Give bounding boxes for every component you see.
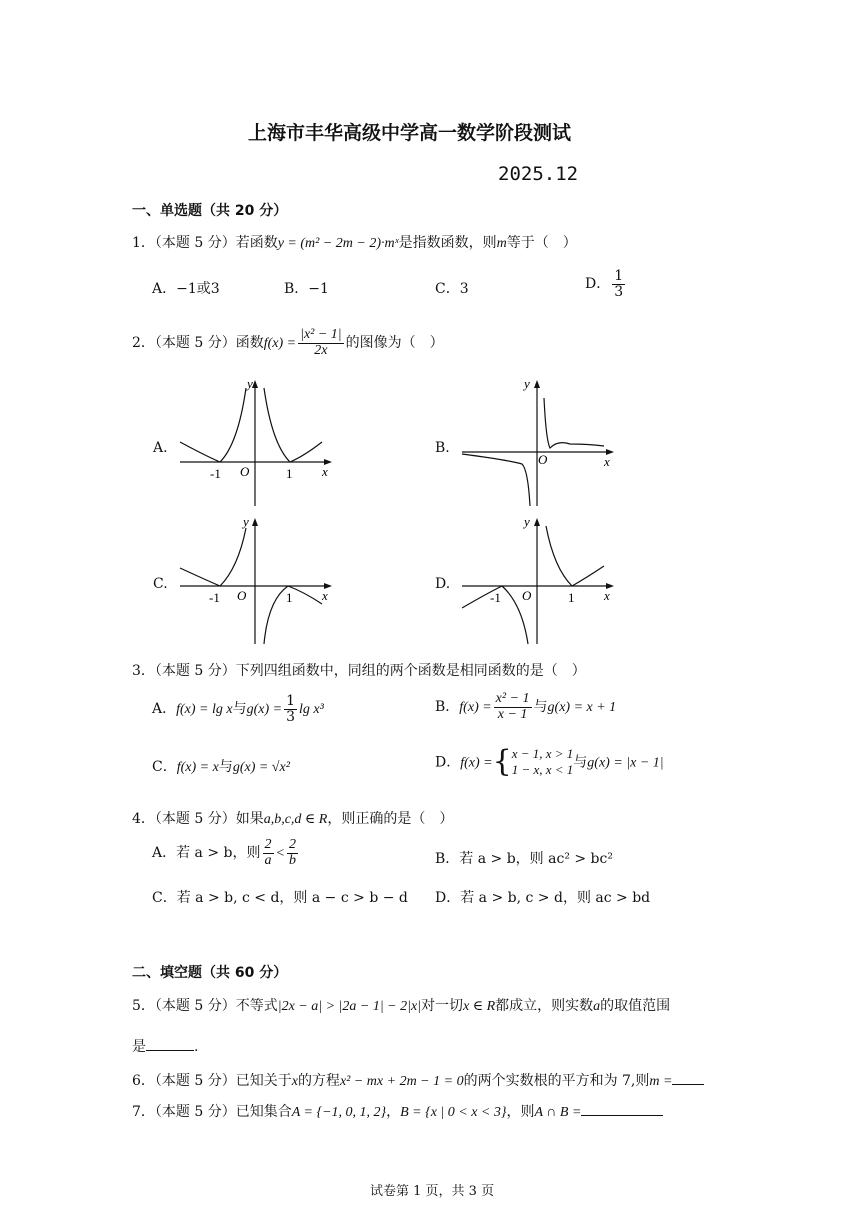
graph-a-x-label: x (322, 464, 328, 479)
question-1-option-c[interactable]: C．3 (435, 281, 469, 297)
question-6-answer-blank[interactable] (672, 1070, 704, 1085)
question-7-answer-blank[interactable] (581, 1101, 663, 1116)
question-4-option-c[interactable]: C．若 a > b, c < d，则 a − c > b − d (152, 890, 408, 906)
graph-c[interactable] (176, 512, 336, 648)
question-2-option-a[interactable]: A. (153, 440, 168, 456)
question-2-option-c[interactable]: C. (153, 576, 168, 592)
exam-title: 上海市丰华高级中学高一数学阶段测试 (248, 122, 572, 144)
question-6-stem: 6．（本题 5 分）已知关于x的方程x² − mx + 2m − 1 = 0的两个实数根的平方和为 7,则m = (132, 1070, 704, 1090)
question-7-stem: 7．（本题 5 分）已知集合A = {−1, 0, 1, 2}，B = {x | 0 < x < 3}，则A ∩ B = (132, 1101, 663, 1121)
graph-c-y-label: y (243, 514, 249, 529)
graph-d-y-label: y (524, 514, 530, 529)
question-4-option-d[interactable]: D．若 a > b, c > d，则 ac > bd (435, 890, 651, 906)
graph-a[interactable] (176, 374, 336, 510)
graph-b[interactable] (458, 374, 618, 510)
question-3-stem: 3．（本题 5 分）下列四组函数中，同组的两个函数是相同函数的是（ ） (132, 663, 586, 679)
question-1-stem: 1．（本题 5 分）若函数y = (m² − 2m − 2)·mˣ是指数函数，则m等于（ ） (132, 235, 577, 251)
question-1-option-d[interactable]: D． $\frac{1}{3}$ (585, 268, 624, 300)
question-4-option-a[interactable]: A．若 a > b，则 $\frac{2}{a}$ < $\frac{2}{b}$ (152, 837, 296, 868)
graph-a-y-label: y (247, 376, 253, 391)
question-1-option-a[interactable]: A．−1或3 (152, 281, 220, 297)
graph-b-origin: O (538, 452, 548, 467)
section-fill-blank: 二、填空题（共 60 分） (132, 965, 288, 981)
exam-date: 2025.12 (498, 163, 579, 185)
graph-a-origin: O (240, 464, 250, 479)
graph-c-pos1: 1 (286, 590, 293, 605)
question-5-answer-blank[interactable] (146, 1036, 194, 1051)
graph-c-neg1: -1 (209, 590, 220, 605)
question-2-option-b[interactable]: B. (435, 440, 450, 456)
question-2-stem: 2．（本题 5 分）函数f(x) = $\frac{\text{|x² − 1|}}{2x}$ 的图像为（ ） (132, 327, 444, 358)
graph-d[interactable] (458, 512, 618, 648)
graph-c-origin: O (237, 588, 247, 603)
question-1-option-b[interactable]: B．−1 (284, 281, 329, 297)
question-5-line2: 是 . (132, 1036, 198, 1056)
page-footer: 试卷第 1 页，共 3 页 (370, 1184, 495, 1199)
graph-d-x-label: x (604, 588, 610, 603)
graph-a-neg1: -1 (210, 466, 221, 481)
graph-c-x-label: x (322, 588, 328, 603)
question-3-option-d[interactable]: D．f(x) ={ x − 1, x > 1 1 − x, x < 1 与g(x) = |x − 1| (435, 744, 664, 780)
graph-a-pos1: 1 (286, 466, 293, 481)
graph-b-x-label: x (604, 454, 610, 469)
question-5-stem: 5．（本题 5 分）不等式|2x − a| > |2a − 1| − 2|x|对一切x ∈ R都成立，则实数a的取值范围 (132, 998, 671, 1014)
question-3-option-b[interactable]: B．f(x) = $\frac{\text{x² − 1}}{x - 1}$ 与g(x) = x + 1 (435, 691, 617, 722)
section-single-choice: 一、单选题（共 20 分） (132, 203, 288, 219)
question-3-option-a[interactable]: A．f(x) = lg x与g(x) = $\frac{1}{3}$ lg x³ (152, 693, 324, 725)
question-3-option-c[interactable]: C．f(x) = x与g(x) = √x² (152, 759, 290, 775)
graph-d-neg1: -1 (490, 590, 501, 605)
graph-b-y-label: y (524, 376, 530, 391)
question-4-option-b[interactable]: B．若 a > b，则 ac² > bc² (435, 851, 613, 867)
question-2-option-d[interactable]: D. (435, 576, 451, 592)
question-4-stem: 4．（本题 5 分）如果a,b,c,d ∈ R，则正确的是（ ） (132, 811, 454, 827)
graph-d-origin: O (522, 588, 532, 603)
graph-d-pos1: 1 (568, 590, 575, 605)
